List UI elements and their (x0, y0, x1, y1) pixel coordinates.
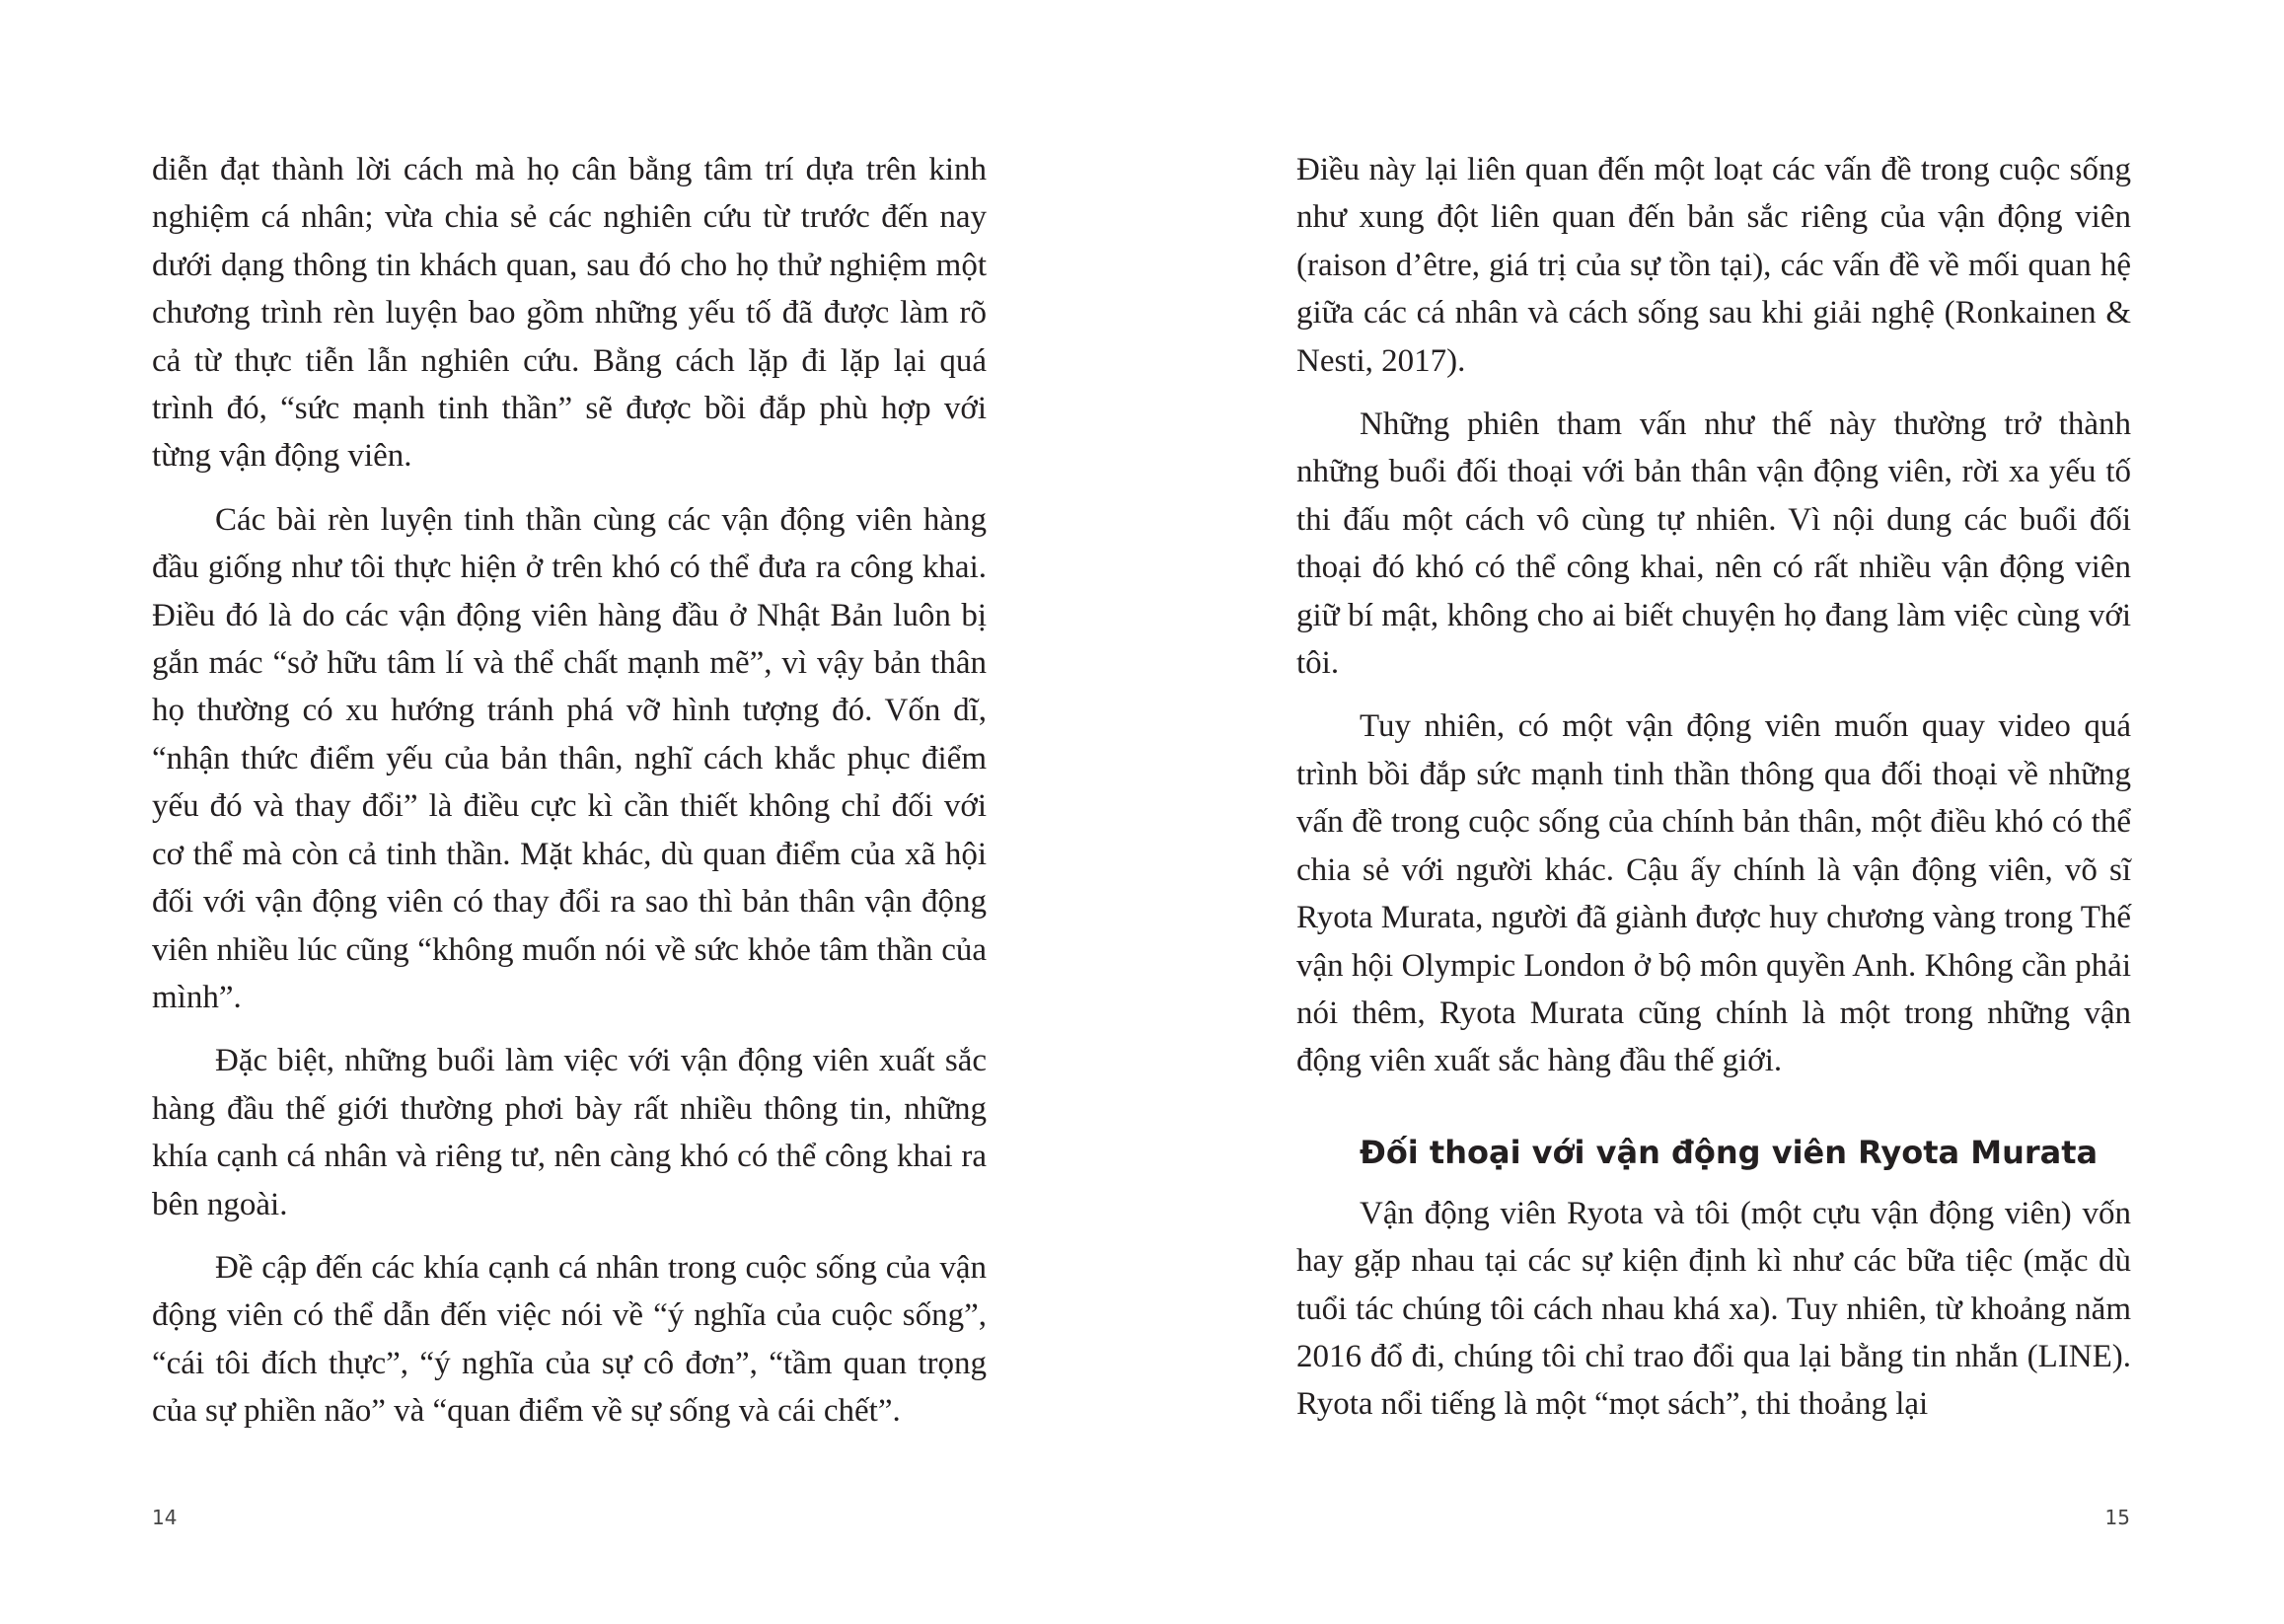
section-heading: Đối thoại với vận động viên Ryota Murata (1360, 1133, 2099, 1171)
body-paragraph: Điều này lại liên quan đến một loạt các vấn đề trong cuộc sống như xung đột liên quan đến bản sắc riêng của vận động viên (raison d’être, giá trị của sự tồn tại), các vấn đề về mối quan hệ giữa các cá nhân và cách sống sau khi giải nghệ (Ronkainen & Nesti, 2017). (1296, 152, 2131, 379)
body-paragraph: diễn đạt thành lời cách mà họ cân bằng tâm trí dựa trên kinh nghiệm cá nhân; vừa chia sẻ các nghiên cứu từ trước đến nay dưới dạng thông tin khách quan, sau đó cho họ thử nghiệm một chương trình rèn luyện bao gồm những yếu tố đã được làm rõ cả từ thực tiễn lẫn nghiên cứu. Bằng cách lặp đi lặp lại quá trình đó, “sức mạnh tinh thần” sẽ được bồi đắp phù hợp với từng vận động viên. (152, 152, 987, 475)
body-paragraph: Tuy nhiên, có một vận động viên muốn quay video quá trình bồi đắp sức mạnh tinh thần thông qua đối thoại về những vấn đề trong cuộc sống của chính bản thân, một điều khó có thể chia sẻ với người khác. Cậu ấy chính là vận động viên, võ sĩ Ryota Murata, người đã giành được huy chương vàng trong Thế vận hội Olympic London ở bộ môn quyền Anh. Không cần phải nói thêm, Ryota Murata cũng chính là một trong những vận động viên xuất sắc hàng đầu thế giới. (1296, 708, 2131, 1079)
left-page-body (152, 146, 987, 1451)
page-number: 15 (2104, 1506, 2130, 1529)
body-paragraph: Các bài rèn luyện tinh thần cùng các vận động viên hàng đầu giống như tôi thực hiện ở trên khó có thể đưa ra công khai. Điều đó là do các vận động viên hàng đầu ở Nhật Bản luôn bị gắn mác “sở hữu tâm lí và thể chất mạnh mẽ”, vì vậy bản thân họ thường có xu hướng tránh phá vỡ hình tượng đó. Vốn dĩ, “nhận thức điểm yếu của bản thân, nghĩ cách khắc phục điểm yếu đó và thay đổi” là điều cực kì cần thiết không chỉ đối với cơ thể mà còn cả tinh thần. Mặt khác, dù quan điểm của xã hội đối với vận động viên có thay đổi ra sao thì bản thân vận động viên nhiều lúc cũng “không muốn nói về sức khỏe tâm thần của mình”. (152, 501, 987, 1015)
body-paragraph: Vận động viên Ryota và tôi (một cựu vận động viên) vốn hay gặp nhau tại các sự kiện định kì như các bữa tiệc (mặc dù tuổi tác chúng tôi cách nhau khá xa). Tuy nhiên, từ khoảng năm 2016 đổ đi, chúng tôi chỉ trao đổi qua lại bằng tin nhắn (LINE). Ryota nổi tiếng là một “mọt sách”, thi thoảng lại (1296, 1195, 2131, 1423)
body-paragraph: Những phiên tham vấn như thế này thường trở thành những buổi đối thoại với bản thân vận động viên, rời xa yếu tố thi đấu một cách vô cùng tự nhiên. Vì nội dung các buổi đối thoại đó khó có thể công khai, nên có rất nhiều vận động viên giữ bí mật, không cho ai biết chuyện họ đang làm việc cùng với tôi. (1296, 406, 2131, 682)
page-number: 14 (152, 1506, 178, 1529)
body-paragraph: Đặc biệt, những buổi làm việc với vận động viên xuất sắc hàng đầu thế giới thường phơi bày rất nhiều thông tin, những khía cạnh cá nhân và riêng tư, nên càng khó có thể công khai ra bên ngoài. (152, 1043, 987, 1222)
body-paragraph: Đề cập đến các khía cạnh cá nhân trong cuộc sống của vận động viên có thể dẫn đến việc nói về “ý nghĩa của cuộc sống”, “cái tôi đích thực”, “ý nghĩa của sự cô đơn”, “tầm quan trọng của sự phiền não” và “quan điểm về sự sống và cái chết”. (152, 1249, 987, 1430)
right-page (1142, 0, 2284, 1624)
right-page-body (1296, 146, 2131, 1444)
